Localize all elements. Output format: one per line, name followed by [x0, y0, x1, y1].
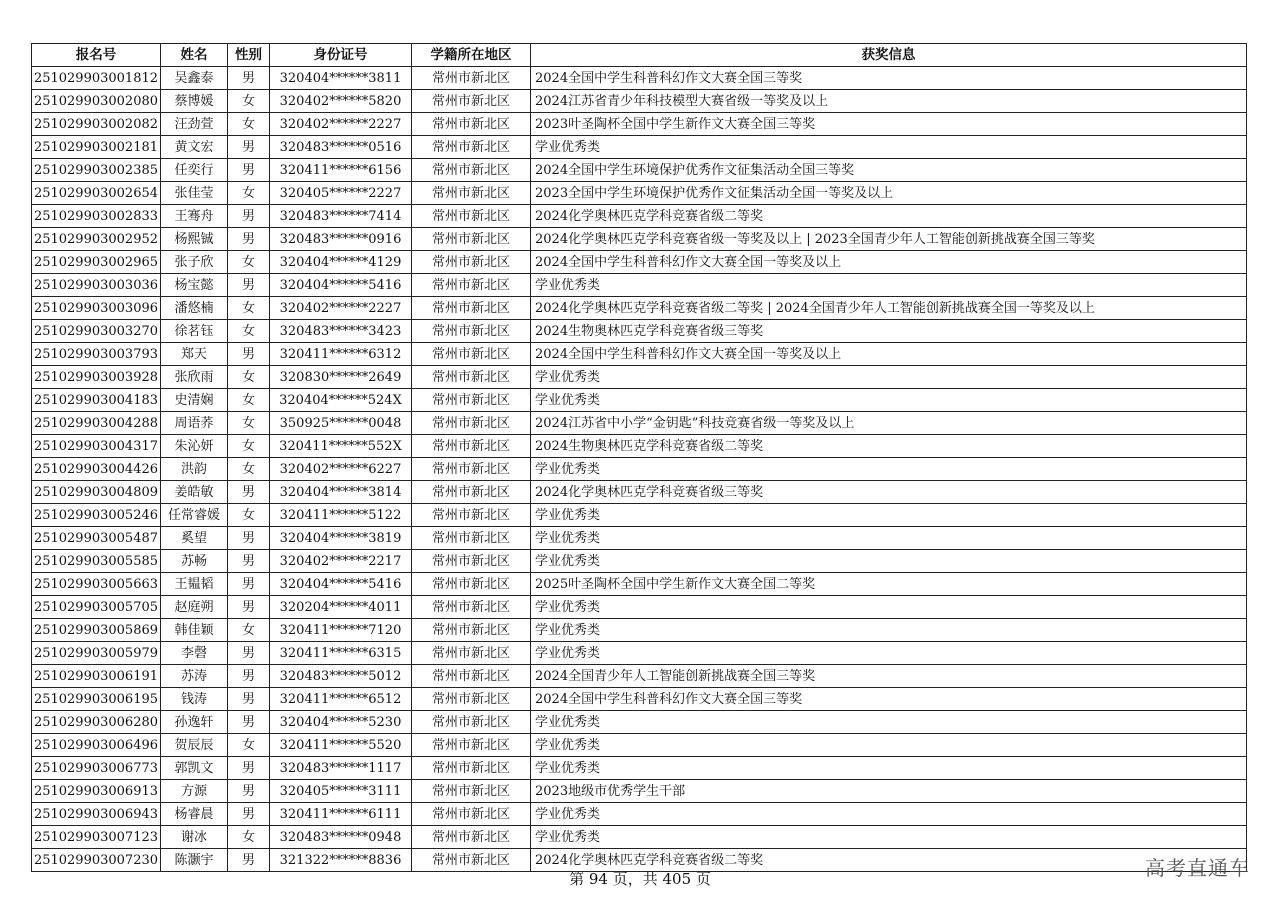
cell-name: 潘悠楠: [161, 297, 228, 320]
cell-gender: 男: [228, 711, 270, 734]
cell-id-number: 320402******5820: [270, 90, 412, 113]
cell-name: 吴鑫泰: [161, 67, 228, 90]
cell-id-number: 320483******0916: [270, 228, 412, 251]
cell-registration-number: 251029903005869: [32, 619, 161, 642]
cell-award-info: 2024化学奥林匹克学科竞赛省级二等奖: [531, 849, 1247, 872]
cell-id-number: 320404******524X: [270, 389, 412, 412]
cell-gender: 男: [228, 274, 270, 297]
cell-award-info: 2024全国中学生科普科幻作文大赛全国一等奖及以上: [531, 251, 1247, 274]
cell-id-number: 320402******2217: [270, 550, 412, 573]
cell-name: 陈灏宇: [161, 849, 228, 872]
cell-award-info: 2023地级市优秀学生干部: [531, 780, 1247, 803]
watermark-logo-text: 高考直通车: [1145, 856, 1250, 880]
table-row: [32, 159, 1247, 182]
cell-name: 杨睿晨: [161, 803, 228, 826]
table-row: [32, 780, 1247, 803]
cell-award-info: 学业优秀类: [531, 711, 1247, 734]
cell-school-region: 常州市新北区: [412, 274, 531, 297]
cell-name: 任常睿媛: [161, 504, 228, 527]
cell-gender: 女: [228, 619, 270, 642]
cell-award-info: 学业优秀类: [531, 366, 1247, 389]
cell-name: 蔡博媛: [161, 90, 228, 113]
cell-registration-number: 251029903005705: [32, 596, 161, 619]
cell-school-region: 常州市新北区: [412, 159, 531, 182]
cell-name: 奚望: [161, 527, 228, 550]
cell-school-region: 常州市新北区: [412, 826, 531, 849]
cell-gender: 女: [228, 297, 270, 320]
cell-id-number: 320483******0948: [270, 826, 412, 849]
cell-name: 苏涛: [161, 665, 228, 688]
table-row: [32, 688, 1247, 711]
cell-gender: 男: [228, 481, 270, 504]
cell-id-number: 320411******6512: [270, 688, 412, 711]
header-gender: 性别: [228, 44, 270, 67]
cell-registration-number: 251029903006943: [32, 803, 161, 826]
cell-school-region: 常州市新北区: [412, 343, 531, 366]
cell-registration-number: 251029903004317: [32, 435, 161, 458]
cell-gender: 女: [228, 826, 270, 849]
cell-registration-number: 251029903002080: [32, 90, 161, 113]
cell-school-region: 常州市新北区: [412, 665, 531, 688]
table-row: [32, 826, 1247, 849]
cell-gender: 男: [228, 688, 270, 711]
table-row: [32, 274, 1247, 297]
cell-name: 郑天: [161, 343, 228, 366]
cell-id-number: 320404******5416: [270, 274, 412, 297]
cell-id-number: 320483******3423: [270, 320, 412, 343]
cell-award-info: 学业优秀类: [531, 596, 1247, 619]
cell-award-info: 2024全国中学生科普科幻作文大赛全国三等奖: [531, 67, 1247, 90]
cell-award-info: 2023叶圣陶杯全国中学生新作文大赛全国三等奖: [531, 113, 1247, 136]
cell-gender: 男: [228, 596, 270, 619]
cell-name: 汪劲萱: [161, 113, 228, 136]
table-row: [32, 320, 1247, 343]
cell-id-number: 320204******4011: [270, 596, 412, 619]
cell-gender: 女: [228, 320, 270, 343]
cell-school-region: 常州市新北区: [412, 849, 531, 872]
table-row: [32, 711, 1247, 734]
table-row: [32, 481, 1247, 504]
cell-award-info: 2024江苏省中小学“金钥匙”科技竞赛省级一等奖及以上: [531, 412, 1247, 435]
cell-id-number: 320402******6227: [270, 458, 412, 481]
cell-name: 贺辰辰: [161, 734, 228, 757]
table-row: [32, 596, 1247, 619]
cell-id-number: 320411******7120: [270, 619, 412, 642]
table-row: [32, 527, 1247, 550]
cell-gender: 女: [228, 182, 270, 205]
cell-registration-number: 251029903003793: [32, 343, 161, 366]
cell-gender: 男: [228, 343, 270, 366]
cell-school-region: 常州市新北区: [412, 90, 531, 113]
cell-name: 史清娴: [161, 389, 228, 412]
cell-award-info: 学业优秀类: [531, 826, 1247, 849]
cell-registration-number: 251029903003928: [32, 366, 161, 389]
cell-registration-number: 251029903001812: [32, 67, 161, 90]
cell-school-region: 常州市新北区: [412, 205, 531, 228]
cell-school-region: 常州市新北区: [412, 458, 531, 481]
award-list-table-container: [31, 43, 1247, 872]
cell-gender: 男: [228, 642, 270, 665]
cell-award-info: 2025叶圣陶杯全国中学生新作文大赛全国二等奖: [531, 573, 1247, 596]
table-row: [32, 67, 1247, 90]
cell-gender: 女: [228, 734, 270, 757]
cell-award-info: 2024全国中学生科普科幻作文大赛全国三等奖: [531, 688, 1247, 711]
cell-school-region: 常州市新北区: [412, 435, 531, 458]
cell-name: 黄文宏: [161, 136, 228, 159]
cell-gender: 男: [228, 205, 270, 228]
cell-award-info: 2024全国青少年人工智能创新挑战赛全国三等奖: [531, 665, 1247, 688]
cell-id-number: 320405******3111: [270, 780, 412, 803]
cell-gender: 女: [228, 504, 270, 527]
table-row: [32, 251, 1247, 274]
cell-id-number: 320402******2227: [270, 113, 412, 136]
table-row: [32, 458, 1247, 481]
cell-gender: 男: [228, 849, 270, 872]
cell-id-number: 320483******1117: [270, 757, 412, 780]
header-school-region: 学籍所在地区: [412, 44, 531, 67]
table-row: [32, 90, 1247, 113]
table-row: [32, 136, 1247, 159]
table-row: [32, 389, 1247, 412]
cell-registration-number: 251029903002181: [32, 136, 161, 159]
cell-school-region: 常州市新北区: [412, 228, 531, 251]
cell-school-region: 常州市新北区: [412, 757, 531, 780]
cell-award-info: 学业优秀类: [531, 274, 1247, 297]
cell-school-region: 常州市新北区: [412, 550, 531, 573]
cell-award-info: 学业优秀类: [531, 389, 1247, 412]
cell-school-region: 常州市新北区: [412, 389, 531, 412]
cell-registration-number: 251029903005246: [32, 504, 161, 527]
cell-school-region: 常州市新北区: [412, 366, 531, 389]
cell-name: 姜皓敏: [161, 481, 228, 504]
cell-registration-number: 251029903003270: [32, 320, 161, 343]
cell-name: 张欣雨: [161, 366, 228, 389]
cell-school-region: 常州市新北区: [412, 803, 531, 826]
cell-name: 王骞舟: [161, 205, 228, 228]
cell-registration-number: 251029903002385: [32, 159, 161, 182]
cell-gender: 女: [228, 366, 270, 389]
cell-registration-number: 251029903005487: [32, 527, 161, 550]
cell-name: 任奕行: [161, 159, 228, 182]
cell-registration-number: 251029903006773: [32, 757, 161, 780]
cell-gender: 男: [228, 228, 270, 251]
header-name: 姓名: [161, 44, 228, 67]
cell-school-region: 常州市新北区: [412, 688, 531, 711]
cell-award-info: 2024江苏省青少年科技模型大赛省级一等奖及以上: [531, 90, 1247, 113]
cell-award-info: 2024生物奥林匹克学科竞赛省级二等奖: [531, 435, 1247, 458]
cell-id-number: 320483******7414: [270, 205, 412, 228]
cell-gender: 男: [228, 159, 270, 182]
cell-id-number: 320404******3814: [270, 481, 412, 504]
table-row: [32, 412, 1247, 435]
cell-school-region: 常州市新北区: [412, 527, 531, 550]
cell-school-region: 常州市新北区: [412, 504, 531, 527]
cell-school-region: 常州市新北区: [412, 182, 531, 205]
table-row: [32, 366, 1247, 389]
cell-gender: 男: [228, 573, 270, 596]
table-row: [32, 803, 1247, 826]
cell-award-info: 2024生物奥林匹克学科竞赛省级三等奖: [531, 320, 1247, 343]
cell-name: 周语荞: [161, 412, 228, 435]
cell-name: 赵庭朔: [161, 596, 228, 619]
cell-award-info: 学业优秀类: [531, 458, 1247, 481]
cell-name: 钱涛: [161, 688, 228, 711]
cell-school-region: 常州市新北区: [412, 711, 531, 734]
table-row: [32, 734, 1247, 757]
table-row: [32, 619, 1247, 642]
cell-award-info: 2024全国中学生环境保护优秀作文征集活动全国三等奖: [531, 159, 1247, 182]
cell-registration-number: 251029903007123: [32, 826, 161, 849]
cell-gender: 女: [228, 435, 270, 458]
cell-award-info: 2024化学奥林匹克学科竞赛省级二等奖: [531, 205, 1247, 228]
page-number: 第 94 页，共 405 页: [569, 870, 711, 888]
cell-id-number: 321322******8836: [270, 849, 412, 872]
cell-award-info: 2024化学奥林匹克学科竞赛省级二等奖 | 2024全国青少年人工智能创新挑战赛全国一等奖及以上: [531, 297, 1247, 320]
cell-id-number: 320830******2649: [270, 366, 412, 389]
cell-registration-number: 251029903006195: [32, 688, 161, 711]
header-award-info: 获奖信息: [531, 44, 1247, 67]
cell-award-info: 2024化学奥林匹克学科竞赛省级一等奖及以上 | 2023全国青少年人工智能创新挑战赛全国三等奖: [531, 228, 1247, 251]
cell-school-region: 常州市新北区: [412, 320, 531, 343]
cell-award-info: 2023全国中学生环境保护优秀作文征集活动全国一等奖及以上: [531, 182, 1247, 205]
cell-id-number: 320404******3819: [270, 527, 412, 550]
cell-gender: 女: [228, 251, 270, 274]
cell-registration-number: 251029903004288: [32, 412, 161, 435]
cell-name: 杨宝懿: [161, 274, 228, 297]
cell-name: 张佳莹: [161, 182, 228, 205]
table-row: [32, 343, 1247, 366]
cell-gender: 男: [228, 550, 270, 573]
cell-id-number: 320411******6156: [270, 159, 412, 182]
table-row: [32, 435, 1247, 458]
cell-registration-number: 251029903002952: [32, 228, 161, 251]
cell-name: 谢冰: [161, 826, 228, 849]
table-row: [32, 205, 1247, 228]
cell-registration-number: 251029903005979: [32, 642, 161, 665]
cell-gender: 男: [228, 665, 270, 688]
table-row: [32, 228, 1247, 251]
cell-id-number: 320404******3811: [270, 67, 412, 90]
cell-id-number: 320411******5122: [270, 504, 412, 527]
cell-registration-number: 251029903006496: [32, 734, 161, 757]
cell-school-region: 常州市新北区: [412, 780, 531, 803]
cell-school-region: 常州市新北区: [412, 642, 531, 665]
table-row: [32, 182, 1247, 205]
cell-name: 方源: [161, 780, 228, 803]
cell-name: 洪韵: [161, 458, 228, 481]
cell-id-number: 320405******2227: [270, 182, 412, 205]
cell-gender: 男: [228, 757, 270, 780]
cell-id-number: 320411******552X: [270, 435, 412, 458]
cell-award-info: 学业优秀类: [531, 619, 1247, 642]
cell-award-info: 学业优秀类: [531, 527, 1247, 550]
cell-id-number: 320483******0516: [270, 136, 412, 159]
cell-registration-number: 251029903002965: [32, 251, 161, 274]
table-row: [32, 573, 1247, 596]
cell-award-info: 学业优秀类: [531, 757, 1247, 780]
cell-id-number: 320411******5520: [270, 734, 412, 757]
cell-id-number: 350925******0048: [270, 412, 412, 435]
cell-school-region: 常州市新北区: [412, 481, 531, 504]
cell-gender: 男: [228, 527, 270, 550]
cell-school-region: 常州市新北区: [412, 67, 531, 90]
cell-id-number: 320404******4129: [270, 251, 412, 274]
cell-name: 韩佳颖: [161, 619, 228, 642]
cell-award-info: 2024化学奥林匹克学科竞赛省级三等奖: [531, 481, 1247, 504]
cell-name: 苏畅: [161, 550, 228, 573]
cell-gender: 女: [228, 389, 270, 412]
cell-award-info: 学业优秀类: [531, 734, 1247, 757]
cell-id-number: 320402******2227: [270, 297, 412, 320]
cell-id-number: 320404******5416: [270, 573, 412, 596]
cell-registration-number: 251029903004183: [32, 389, 161, 412]
cell-gender: 女: [228, 90, 270, 113]
table-row: [32, 550, 1247, 573]
cell-award-info: 学业优秀类: [531, 550, 1247, 573]
cell-school-region: 常州市新北区: [412, 297, 531, 320]
cell-gender: 女: [228, 412, 270, 435]
cell-award-info: 学业优秀类: [531, 642, 1247, 665]
header-registration-number: 报名号: [32, 44, 161, 67]
table-row: [32, 642, 1247, 665]
cell-award-info: 学业优秀类: [531, 504, 1247, 527]
cell-registration-number: 251029903006280: [32, 711, 161, 734]
table-row: [32, 504, 1247, 527]
cell-gender: 男: [228, 803, 270, 826]
cell-school-region: 常州市新北区: [412, 136, 531, 159]
cell-gender: 女: [228, 113, 270, 136]
cell-school-region: 常州市新北区: [412, 412, 531, 435]
cell-school-region: 常州市新北区: [412, 734, 531, 757]
award-list-table: [31, 43, 1247, 872]
cell-school-region: 常州市新北区: [412, 619, 531, 642]
cell-name: 徐茗钰: [161, 320, 228, 343]
cell-id-number: 320483******5012: [270, 665, 412, 688]
cell-id-number: 320411******6315: [270, 642, 412, 665]
table-header-row: [32, 44, 1247, 67]
cell-registration-number: 251029903007230: [32, 849, 161, 872]
cell-gender: 女: [228, 458, 270, 481]
header-id-number: 身份证号: [270, 44, 412, 67]
table-row: [32, 665, 1247, 688]
cell-registration-number: 251029903006191: [32, 665, 161, 688]
cell-registration-number: 251029903006913: [32, 780, 161, 803]
cell-name: 王韫韬: [161, 573, 228, 596]
cell-id-number: 320411******6312: [270, 343, 412, 366]
cell-award-info: 学业优秀类: [531, 803, 1247, 826]
table-body: [32, 67, 1247, 872]
cell-name: 孙逸轩: [161, 711, 228, 734]
table-row: [32, 757, 1247, 780]
cell-name: 朱沁妍: [161, 435, 228, 458]
cell-name: 张子欣: [161, 251, 228, 274]
cell-id-number: 320411******6111: [270, 803, 412, 826]
cell-registration-number: 251029903002654: [32, 182, 161, 205]
cell-registration-number: 251029903003036: [32, 274, 161, 297]
cell-id-number: 320404******5230: [270, 711, 412, 734]
cell-registration-number: 251029903004809: [32, 481, 161, 504]
table-row: [32, 297, 1247, 320]
table-row: [32, 113, 1247, 136]
cell-school-region: 常州市新北区: [412, 573, 531, 596]
cell-gender: 男: [228, 136, 270, 159]
cell-gender: 男: [228, 780, 270, 803]
cell-school-region: 常州市新北区: [412, 113, 531, 136]
cell-registration-number: 251029903004426: [32, 458, 161, 481]
cell-registration-number: 251029903002833: [32, 205, 161, 228]
cell-award-info: 2024全国中学生科普科幻作文大赛全国一等奖及以上: [531, 343, 1247, 366]
cell-award-info: 学业优秀类: [531, 136, 1247, 159]
cell-school-region: 常州市新北区: [412, 251, 531, 274]
cell-gender: 男: [228, 67, 270, 90]
cell-school-region: 常州市新北区: [412, 596, 531, 619]
cell-name: 郭凯文: [161, 757, 228, 780]
cell-registration-number: 251029903005663: [32, 573, 161, 596]
cell-name: 李磬: [161, 642, 228, 665]
cell-registration-number: 251029903003096: [32, 297, 161, 320]
cell-registration-number: 251029903002082: [32, 113, 161, 136]
cell-name: 杨熙铖: [161, 228, 228, 251]
cell-registration-number: 251029903005585: [32, 550, 161, 573]
